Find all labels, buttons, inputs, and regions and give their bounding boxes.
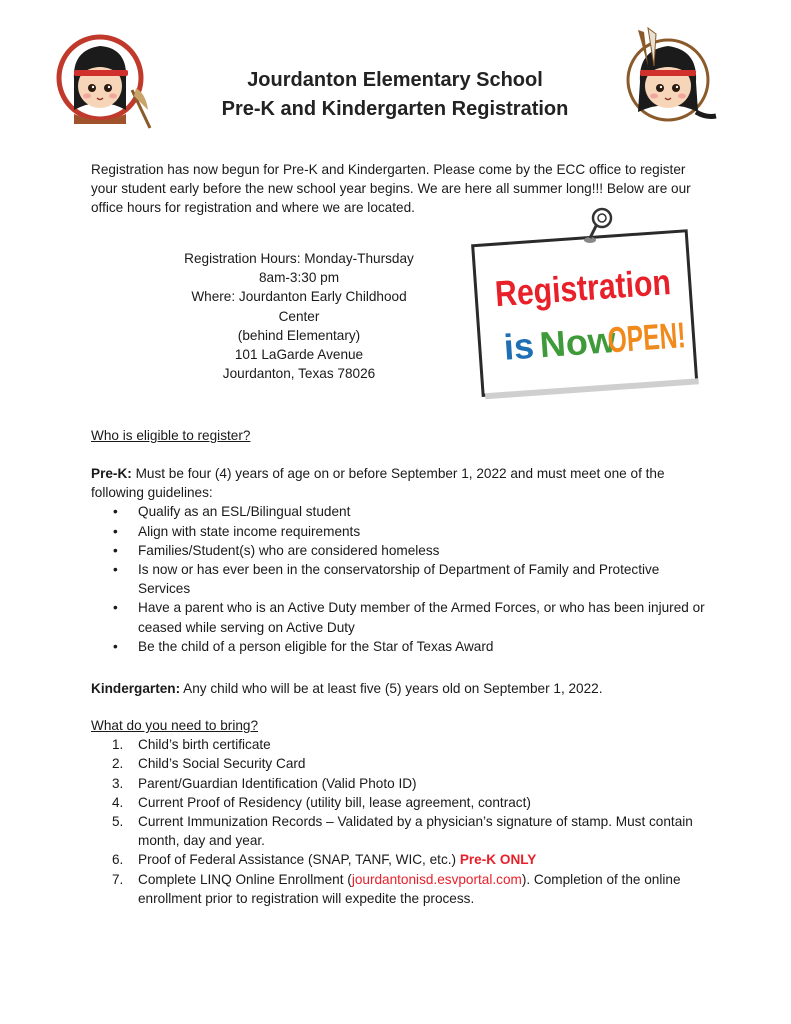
kindergarten-requirement bbox=[91, 679, 711, 698]
kinder-text: Any child who will be at least five (5) years old on September 1, 2022. bbox=[180, 681, 603, 696]
list-item: • Be the child of a person eligible for the Star of Texas Award bbox=[91, 637, 711, 656]
bring-heading: What do you need to bring? bbox=[91, 718, 259, 733]
list-item bbox=[91, 793, 711, 812]
location-note: (behind Elementary) bbox=[237, 327, 361, 343]
location-name-cont: Center bbox=[278, 308, 320, 324]
prek-requirement bbox=[91, 464, 711, 502]
item-number: 1. bbox=[112, 737, 124, 753]
list-item: • Have a parent who is an Active Duty member of the Armed Forces, or who has been injured or ceased while serving on Active Duty bbox=[91, 598, 711, 636]
kinder-label: Kindergarten: bbox=[91, 681, 181, 696]
item-number: 3. bbox=[112, 775, 124, 791]
list-item bbox=[91, 774, 711, 793]
item-number: 7. bbox=[112, 871, 124, 887]
list-item bbox=[91, 735, 711, 754]
street-address: 101 LaGarde Avenue bbox=[234, 347, 364, 363]
item-number: 2. bbox=[112, 756, 124, 772]
list-item: • Qualify as an ESL/Bilingual student bbox=[91, 502, 711, 521]
item-number: 5. bbox=[112, 814, 124, 830]
prek-only-note: Pre-K ONLY bbox=[459, 852, 537, 868]
sign-is-word: is bbox=[502, 324, 536, 368]
prek-section bbox=[91, 464, 711, 656]
city-state-zip: Jourdanton, Texas 78026 bbox=[222, 366, 376, 382]
item-text: Parent/Guardian Identification (Valid Photo ID) bbox=[138, 775, 417, 791]
enrollment-portal-link[interactable]: jourdantonisd.esvportal.com bbox=[351, 871, 522, 887]
list-item bbox=[91, 812, 711, 850]
intro-paragraph: Registration has now begun for Pre-K and Kindergarten. Please come by the ECC office to register your student early before the new school year begins. We are here all summer long!!! Below are our office hours for registration and where we are located. bbox=[91, 162, 691, 216]
item-text: Current Immunization Records – Validated by a physician’s signature of stamp. Must contain month, day and year. bbox=[138, 814, 693, 849]
item-text: Current Proof of Residency (utility bill, lease agreement, contract) bbox=[138, 794, 531, 810]
bring-items-list bbox=[91, 735, 711, 908]
sign-open-word: OPEN! bbox=[606, 311, 723, 361]
bring-section bbox=[91, 716, 711, 908]
list-item bbox=[91, 870, 711, 908]
registration-open-sign bbox=[466, 208, 723, 408]
item-text: Complete LINQ Online Enrollment ( bbox=[138, 871, 352, 887]
list-item: • Is now or has ever been in the conservatorship of Department of Family and Protective Services bbox=[91, 560, 711, 598]
mascot-logo-left bbox=[54, 30, 154, 130]
list-item bbox=[91, 850, 711, 869]
list-item bbox=[91, 754, 711, 773]
item-text-after: ). Completion of the online enrollment prior to registration will expedite the process. bbox=[138, 871, 681, 906]
title-registration: Pre-K and Kindergarten Registration bbox=[221, 98, 569, 120]
list-item: • Families/Student(s) who are considered homeless bbox=[91, 541, 711, 560]
prek-guidelines-list bbox=[91, 502, 711, 656]
item-text: Child’s birth certificate bbox=[138, 737, 271, 753]
item-text: Child’s Social Security Card bbox=[138, 756, 306, 772]
hours-times: 8am-3:30 pm bbox=[258, 270, 340, 286]
hours-days: Registration Hours: Monday-Thursday bbox=[184, 251, 414, 266]
registration-hours-block bbox=[168, 249, 430, 383]
list-item: • Align with state income requirements bbox=[91, 522, 711, 541]
item-text: Proof of Federal Assistance (SNAP, TANF, WIC, etc.) bbox=[138, 852, 460, 868]
sign-registration-word: Registration bbox=[493, 258, 707, 315]
eligibility-heading: Who is eligible to register? bbox=[91, 428, 251, 443]
title-school-name: Jourdanton Elementary School bbox=[247, 69, 543, 91]
prek-text: Must be four (4) years of age on or before September 1, 2022 and must meet one of the following guidelines: bbox=[91, 466, 665, 501]
item-number: 6. bbox=[112, 852, 124, 868]
item-number: 4. bbox=[112, 794, 124, 810]
mascot-logo-right bbox=[618, 26, 718, 126]
location-name: Where: Jourdanton Early Childhood bbox=[191, 289, 407, 305]
sign-now-word: Now bbox=[538, 319, 618, 366]
page-title bbox=[170, 66, 620, 124]
prek-label: Pre-K: bbox=[91, 466, 132, 481]
